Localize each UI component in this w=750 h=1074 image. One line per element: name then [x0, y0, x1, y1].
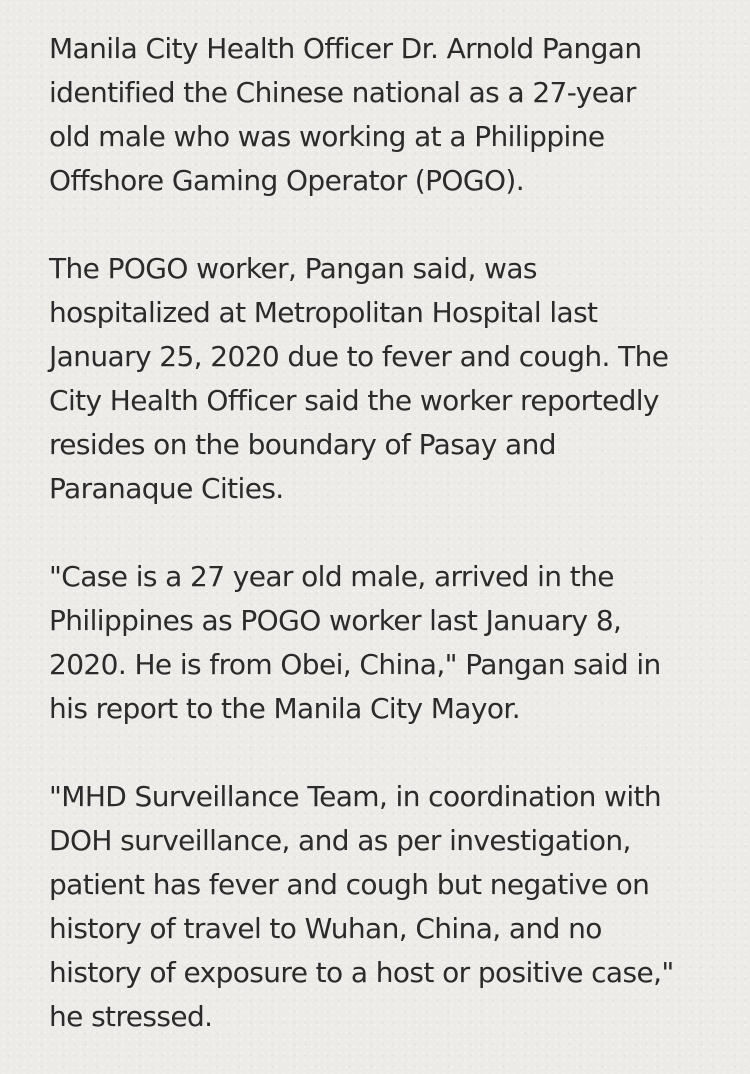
text-line: Paranaque Cities. [49, 472, 284, 505]
paragraph-3 [49, 555, 709, 731]
text-line: 2020. He is from Obei, China," Pangan said in [49, 648, 661, 681]
text-line: City Health Officer said the worker reportedly [49, 384, 659, 417]
text-line: identified the Chinese national as a 27-year [49, 76, 636, 109]
text-line: his report to the Manila City Mayor. [49, 692, 521, 725]
text-line: history of exposure to a host or positive case," [49, 956, 674, 989]
text-line: Manila City Health Officer Dr. Arnold Pangan [49, 32, 642, 65]
text-line: Offshore Gaming Operator (POGO). [49, 164, 525, 197]
text-line: resides on the boundary of Pasay and [49, 428, 556, 461]
text-line: he stressed. [49, 1000, 213, 1033]
text-line: Philippines as POGO worker last January 8, [49, 604, 622, 637]
paragraph-2 [49, 247, 709, 511]
text-line: patient has fever and cough but negative on [49, 868, 650, 901]
text-line: The POGO worker, Pangan said, was [49, 252, 537, 285]
text-line: "Case is a 27 year old male, arrived in the [49, 560, 614, 593]
note-body [49, 27, 709, 1039]
text-line: "MHD Surveillance Team, in coordination with [49, 780, 662, 813]
text-line: old male who was working at a Philippine [49, 120, 605, 153]
text-line: DOH surveillance, and as per investigation, [49, 824, 631, 857]
text-line: hospitalized at Metropolitan Hospital last [49, 296, 598, 329]
paragraph-4 [49, 775, 709, 1039]
paragraph-1 [49, 27, 709, 203]
text-line: history of travel to Wuhan, China, and no [49, 912, 602, 945]
text-line: January 25, 2020 due to fever and cough. The [49, 340, 669, 373]
